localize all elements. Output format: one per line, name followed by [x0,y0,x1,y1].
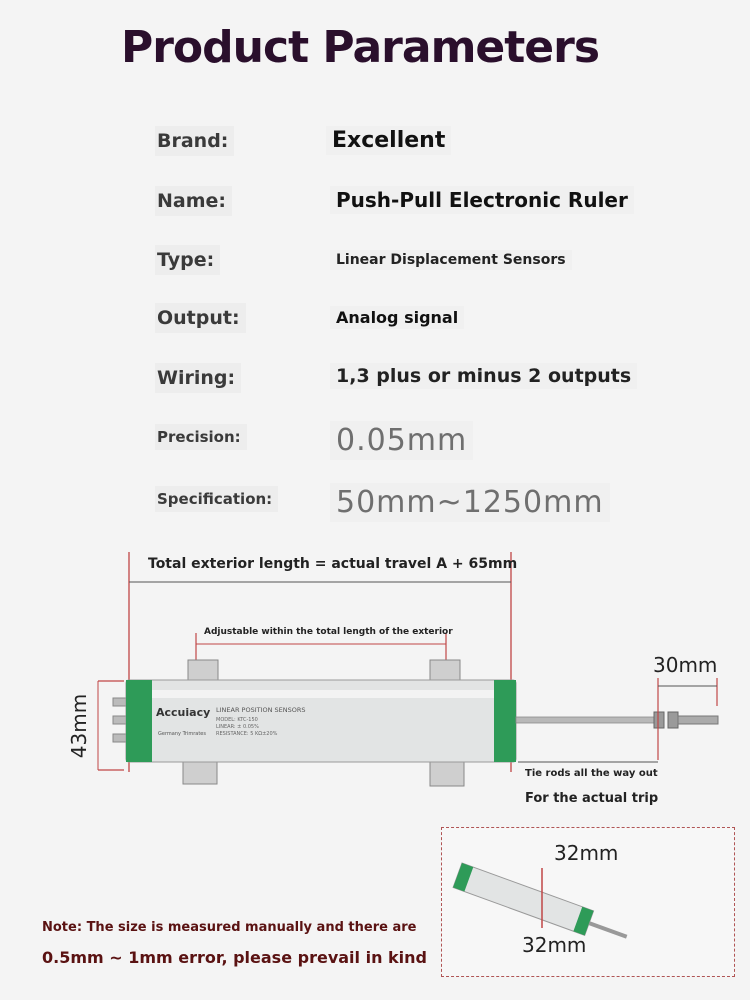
model-line: LINEAR: ± 0.05% [216,724,259,730]
param-wiring [0,363,750,403]
rod-nut [654,712,664,728]
connector-pin [113,698,127,706]
note-line-2: 0.5mm ~ 1mm error, please prevail in kind [42,948,427,967]
output-label: Output: [155,303,246,333]
rod-length-label: 30mm [653,653,718,677]
note-line-1: Note: The size is measured manually and there are [42,920,417,935]
page-title: Product Parameters [120,22,600,73]
type-value: Linear Displacement Sensors [330,250,572,270]
param-type [0,245,750,285]
sensor-highlight [126,690,516,698]
param-brand [0,126,750,166]
inset-photo-panel [441,827,735,977]
tie-rods-label: Tie rods all the way out [525,768,658,779]
inset-top-dim: 32mm [554,841,619,865]
inset-bottom-dim: 32mm [522,933,587,957]
brand-label: Brand: [155,126,234,156]
specification-label: Specification: [155,486,278,512]
top-right-bracket [430,660,460,682]
bottom-left-bracket [183,760,217,784]
push-rod [516,717,656,723]
inset-sensor-image [442,828,734,976]
model-line: MODEL: KTC-150 [216,717,258,723]
sensor-end-cap-left [126,680,152,762]
height-label: 43mm [67,693,91,759]
name-value: Push-Pull Electronic Ruler [330,186,634,214]
param-output [0,303,750,343]
bottom-right-bracket [430,760,464,786]
adjustable-label: Adjustable within the total length of the exterior [204,627,453,637]
param-name [0,186,750,226]
actual-trip-label: For the actual trip [525,791,659,806]
specification-value: 50mm~1250mm [330,483,610,522]
connector-pin [113,716,127,724]
model-line: RESISTANCE: 5 KΩ±20% [216,731,278,737]
param-specification [0,486,750,526]
rod-thread [678,716,718,724]
rod-nut [668,712,678,728]
param-precision [0,424,750,464]
brand-mark: Accuiacy [156,706,211,719]
inset-sensor-body [453,863,593,935]
precision-label: Precision: [155,424,247,450]
wiring-value: 1,3 plus or minus 2 outputs [330,363,637,389]
output-value: Analog signal [330,306,464,329]
brand-value: Excellent [326,126,451,155]
name-label: Name: [155,186,232,216]
precision-value: 0.05mm [330,421,473,460]
brand-sub: Germany Trimrates [158,731,206,737]
sensor-text: LINEAR POSITION SENSORS [216,706,306,714]
sensor-dimension-diagram [0,540,750,830]
connector-pin [113,734,127,742]
total-length-label: Total exterior length = actual travel A + 65mm [148,556,518,572]
top-left-bracket [188,660,218,682]
sensor-end-cap-right [494,680,516,762]
type-label: Type: [155,245,220,275]
wiring-label: Wiring: [155,363,241,393]
inset-rod [588,921,627,938]
